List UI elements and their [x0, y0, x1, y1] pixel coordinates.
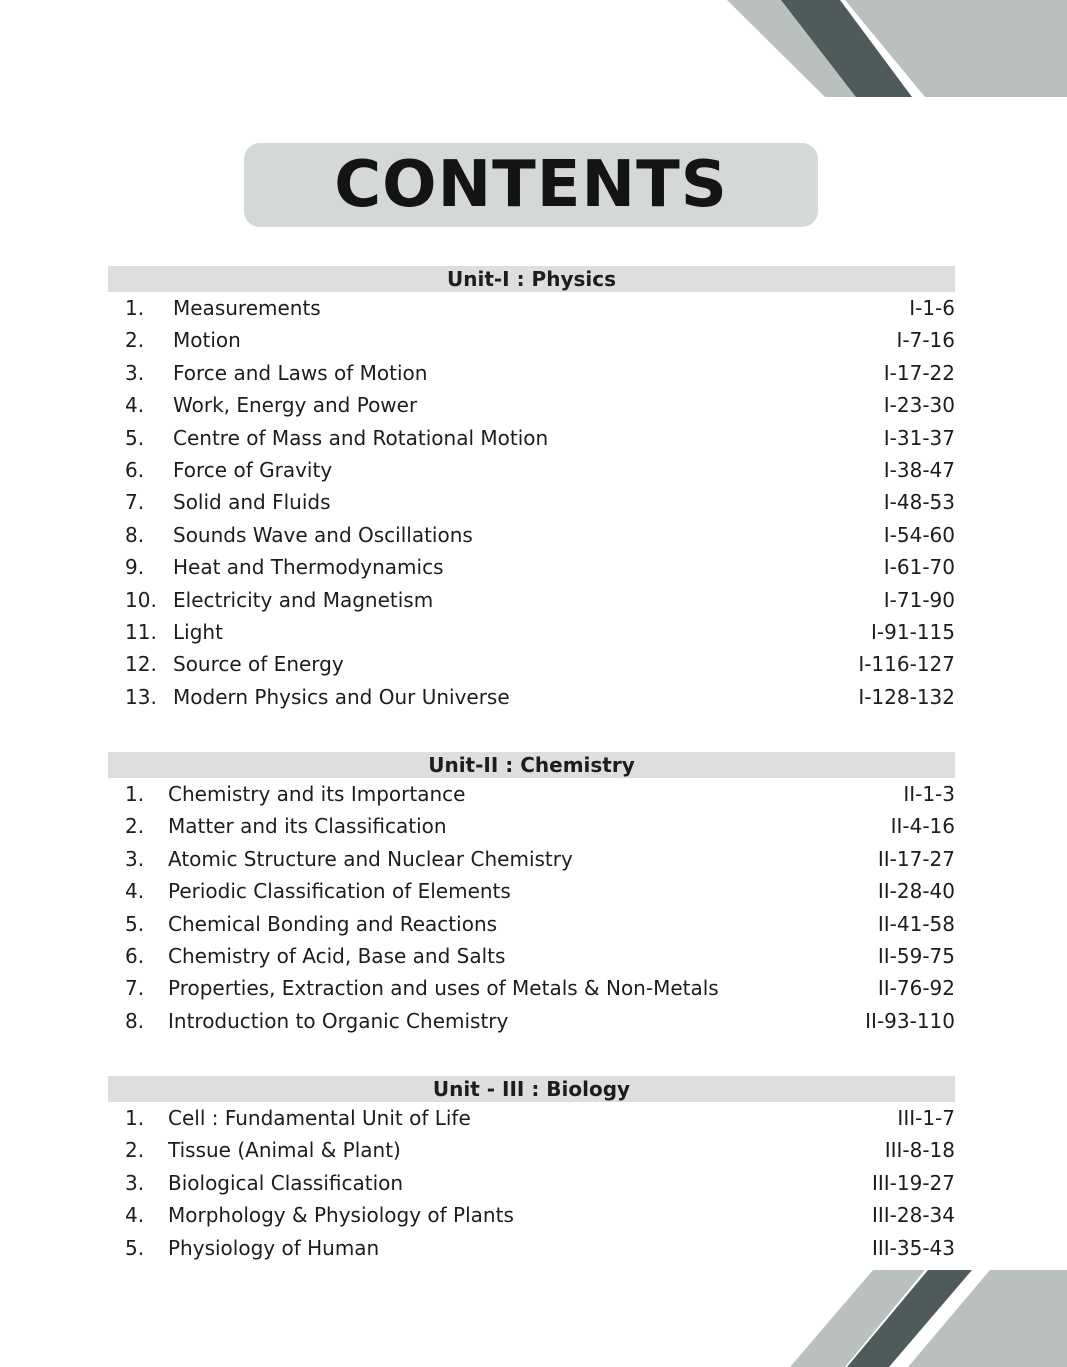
- chapter-number: 13.: [125, 684, 157, 709]
- chapter-title: Electricity and Magnetism: [173, 587, 434, 612]
- page-range: I-38-47: [883, 457, 955, 482]
- page-range: I-71-90: [883, 587, 955, 612]
- page-range: I-7-16: [896, 328, 955, 353]
- chapter-number: 3.: [125, 360, 145, 385]
- chapter-title: Measurements: [173, 296, 321, 320]
- chapter-number: 5.: [125, 425, 145, 450]
- chapter-number: 4.: [125, 1203, 145, 1228]
- toc-row: [108, 616, 955, 648]
- page-range: III-1-7: [897, 1106, 955, 1130]
- toc-row: [108, 324, 955, 356]
- chapter-number: 4.: [125, 393, 145, 418]
- unit-physics-section: [108, 266, 955, 713]
- toc-row: [108, 1134, 955, 1166]
- chapter-number: 3.: [125, 846, 145, 871]
- chapter-number: 9.: [125, 555, 145, 580]
- toc-row: [108, 1199, 955, 1231]
- toc-row: [108, 422, 955, 454]
- page-range: I-23-30: [883, 393, 955, 418]
- unit-heading: Unit - III : Biology: [108, 1076, 955, 1102]
- unit-biology-section: [108, 1076, 955, 1264]
- page-range: I-31-37: [883, 425, 955, 450]
- toc-row: [108, 584, 955, 616]
- page-range: III-28-34: [871, 1203, 955, 1228]
- chapter-title: Matter and its Classification: [168, 814, 447, 839]
- chapter-title: Motion: [173, 328, 241, 353]
- unit-heading: Unit-I : Physics: [108, 266, 955, 292]
- toc-row: [108, 1102, 955, 1134]
- chapter-title: Chemistry of Acid, Base and Salts: [168, 943, 506, 968]
- chapter-list: [108, 778, 955, 1037]
- page-range: II-59-75: [877, 943, 955, 968]
- page-range: III-8-18: [884, 1138, 955, 1163]
- chapter-title: Heat and Thermodynamics: [173, 555, 444, 580]
- toc-row: [108, 1167, 955, 1199]
- toc-row: [108, 1005, 955, 1037]
- title-banner: [244, 143, 818, 227]
- toc-row: [108, 454, 955, 486]
- page-title: CONTENTS: [334, 148, 728, 222]
- page-range: III-35-43: [871, 1235, 955, 1260]
- chapter-title: Work, Energy and Power: [173, 393, 418, 418]
- chapter-title: Periodic Classification of Elements: [168, 879, 511, 904]
- chapter-list: [108, 292, 955, 713]
- chapter-number: 1.: [125, 296, 145, 320]
- chapter-title: Light: [173, 619, 223, 644]
- chapter-number: 5.: [125, 911, 145, 936]
- toc-row: [108, 1232, 955, 1264]
- page-range: II-17-27: [877, 846, 955, 871]
- toc-row: [108, 519, 955, 551]
- page-range: I-91-115: [871, 619, 955, 644]
- chapter-title: Source of Energy: [173, 652, 344, 677]
- chapter-title: Force and Laws of Motion: [173, 360, 428, 385]
- chapter-number: 1.: [125, 1106, 145, 1130]
- toc-row: [108, 681, 955, 713]
- chapter-title: Chemistry and its Importance: [168, 782, 466, 806]
- unit-chemistry-section: [108, 752, 955, 1037]
- chapter-title: Sounds Wave and Oscillations: [173, 522, 473, 547]
- chapter-number: 1.: [125, 782, 145, 806]
- chapter-list: [108, 1102, 955, 1264]
- chapter-number: 8.: [125, 1008, 145, 1033]
- toc-row: [108, 843, 955, 875]
- page-range: II-41-58: [877, 911, 955, 936]
- page-range: I-48-53: [883, 490, 955, 515]
- toc-row: [108, 551, 955, 583]
- chapter-title: Biological Classification: [168, 1170, 404, 1195]
- chapter-number: 2.: [125, 814, 145, 839]
- page-range: II-28-40: [877, 879, 955, 904]
- page-range: I-54-60: [883, 522, 955, 547]
- page-range: II-93-110: [865, 1008, 955, 1033]
- toc-row: [108, 486, 955, 518]
- chapter-title: Tissue (Animal & Plant): [168, 1138, 401, 1163]
- chapter-title: Atomic Structure and Nuclear Chemistry: [168, 846, 573, 871]
- page-range: I-17-22: [883, 360, 955, 385]
- chapter-title: Introduction to Organic Chemistry: [168, 1008, 509, 1033]
- chapter-title: Centre of Mass and Rotational Motion: [173, 425, 549, 450]
- toc-row: [108, 908, 955, 940]
- toc-row: [108, 292, 955, 324]
- toc-row: [108, 940, 955, 972]
- page-range: II-76-92: [877, 976, 955, 1001]
- page-range: I-116-127: [858, 652, 955, 677]
- chapter-number: 12.: [125, 652, 157, 677]
- chapter-number: 2.: [125, 328, 145, 353]
- chapter-number: 7.: [125, 976, 145, 1001]
- toc-row: [108, 875, 955, 907]
- page-range: I-128-132: [858, 684, 955, 709]
- chapter-title: Chemical Bonding and Reactions: [168, 911, 498, 936]
- chapter-title: Modern Physics and Our Universe: [173, 684, 510, 709]
- page-range: I-61-70: [883, 555, 955, 580]
- toc-row: [108, 648, 955, 680]
- chapter-title: Force of Gravity: [173, 457, 333, 482]
- toc-row: [108, 357, 955, 389]
- chapter-title: Solid and Fluids: [173, 490, 331, 515]
- toc-row: [108, 778, 955, 810]
- chapter-number: 6.: [125, 457, 145, 482]
- page-range: II-1-3: [903, 782, 955, 806]
- toc-row: [108, 810, 955, 842]
- chapter-number: 2.: [125, 1138, 145, 1163]
- chapter-number: 7.: [125, 490, 145, 515]
- chapter-title: Morphology & Physiology of Plants: [168, 1203, 514, 1228]
- chapter-title: Physiology of Human: [168, 1235, 380, 1260]
- chapter-number: 11.: [125, 619, 157, 644]
- chapter-number: 8.: [125, 522, 145, 547]
- chapter-number: 4.: [125, 879, 145, 904]
- page-range: II-4-16: [890, 814, 955, 839]
- chapter-number: 5.: [125, 1235, 145, 1260]
- chapter-title: Cell : Fundamental Unit of Life: [168, 1106, 471, 1130]
- page-range: I-1-6: [909, 296, 955, 320]
- chapter-number: 10.: [125, 587, 157, 612]
- chapter-number: 6.: [125, 943, 145, 968]
- chapter-title: Properties, Extraction and uses of Metals & Non-Metals: [168, 976, 719, 1001]
- page-range: III-19-27: [871, 1170, 955, 1195]
- toc-row: [108, 972, 955, 1004]
- unit-heading: Unit-II : Chemistry: [108, 752, 955, 778]
- toc-row: [108, 389, 955, 421]
- chapter-number: 3.: [125, 1170, 145, 1195]
